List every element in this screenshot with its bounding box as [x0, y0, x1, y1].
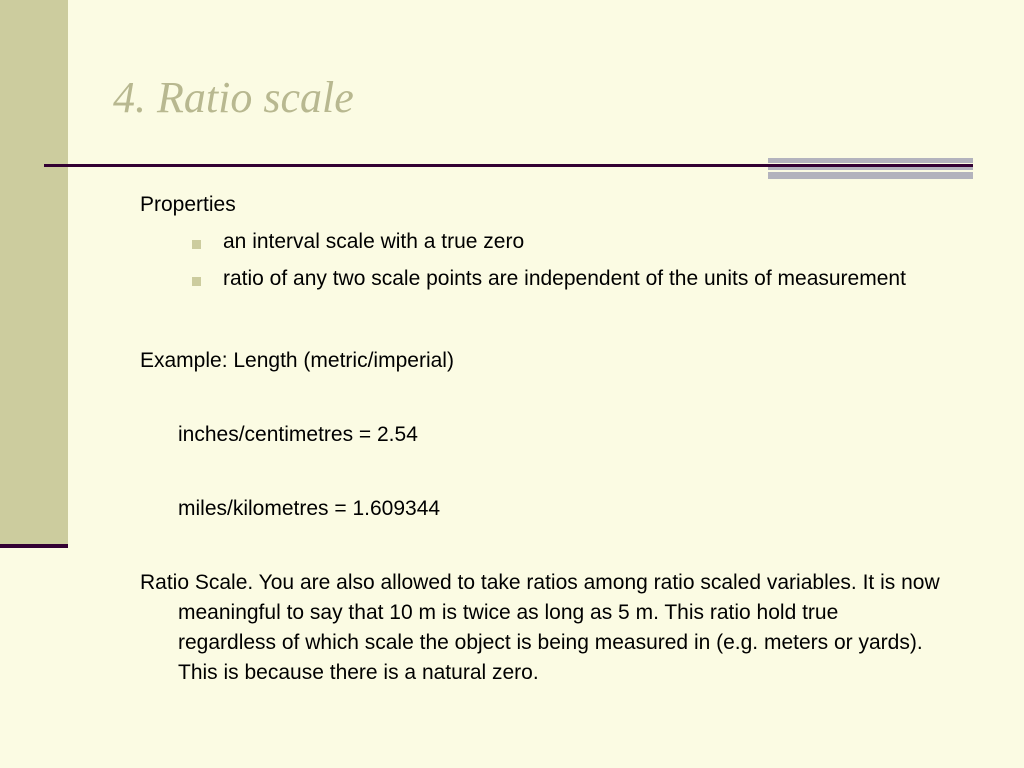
list-item — [140, 227, 940, 257]
example-line: Example: Length (metric/imperial) — [140, 349, 454, 372]
accent-bar-middle — [768, 167, 973, 170]
conversion-miles: miles/kilometres = 1.609344 — [178, 497, 441, 520]
left-decorative-band — [0, 0, 68, 545]
left-band-underline — [0, 544, 68, 548]
accent-bar-top — [768, 158, 973, 163]
spacer — [140, 376, 940, 420]
square-bullet-icon — [192, 240, 201, 249]
spacer — [140, 301, 940, 346]
spacer — [140, 450, 940, 494]
slide-body — [140, 190, 940, 688]
conversion-inches: inches/centimetres = 2.54 — [178, 423, 418, 446]
spacer — [140, 524, 940, 568]
title-rule-accent — [768, 158, 973, 180]
list-item-text: an interval scale with a true zero — [223, 230, 525, 253]
list-item-text: ratio of any two scale points are independent of the units of measurement — [223, 267, 906, 290]
ratio-scale-paragraph: Ratio Scale. You are also allowed to take ratios among ratio scaled variables. It is now meaningful to say that 10 m is twice as long as 5 m. This ratio hold true regardless of which scale the object is being measured in (e.g. meters or yards). This is because there is a natural zero. — [140, 571, 940, 684]
accent-bar-bottom — [768, 172, 973, 179]
slide-title: 4. Ratio scale — [113, 73, 354, 122]
properties-list — [140, 227, 940, 294]
list-item — [140, 264, 940, 294]
square-bullet-icon — [192, 277, 201, 286]
properties-heading: Properties — [140, 193, 236, 216]
